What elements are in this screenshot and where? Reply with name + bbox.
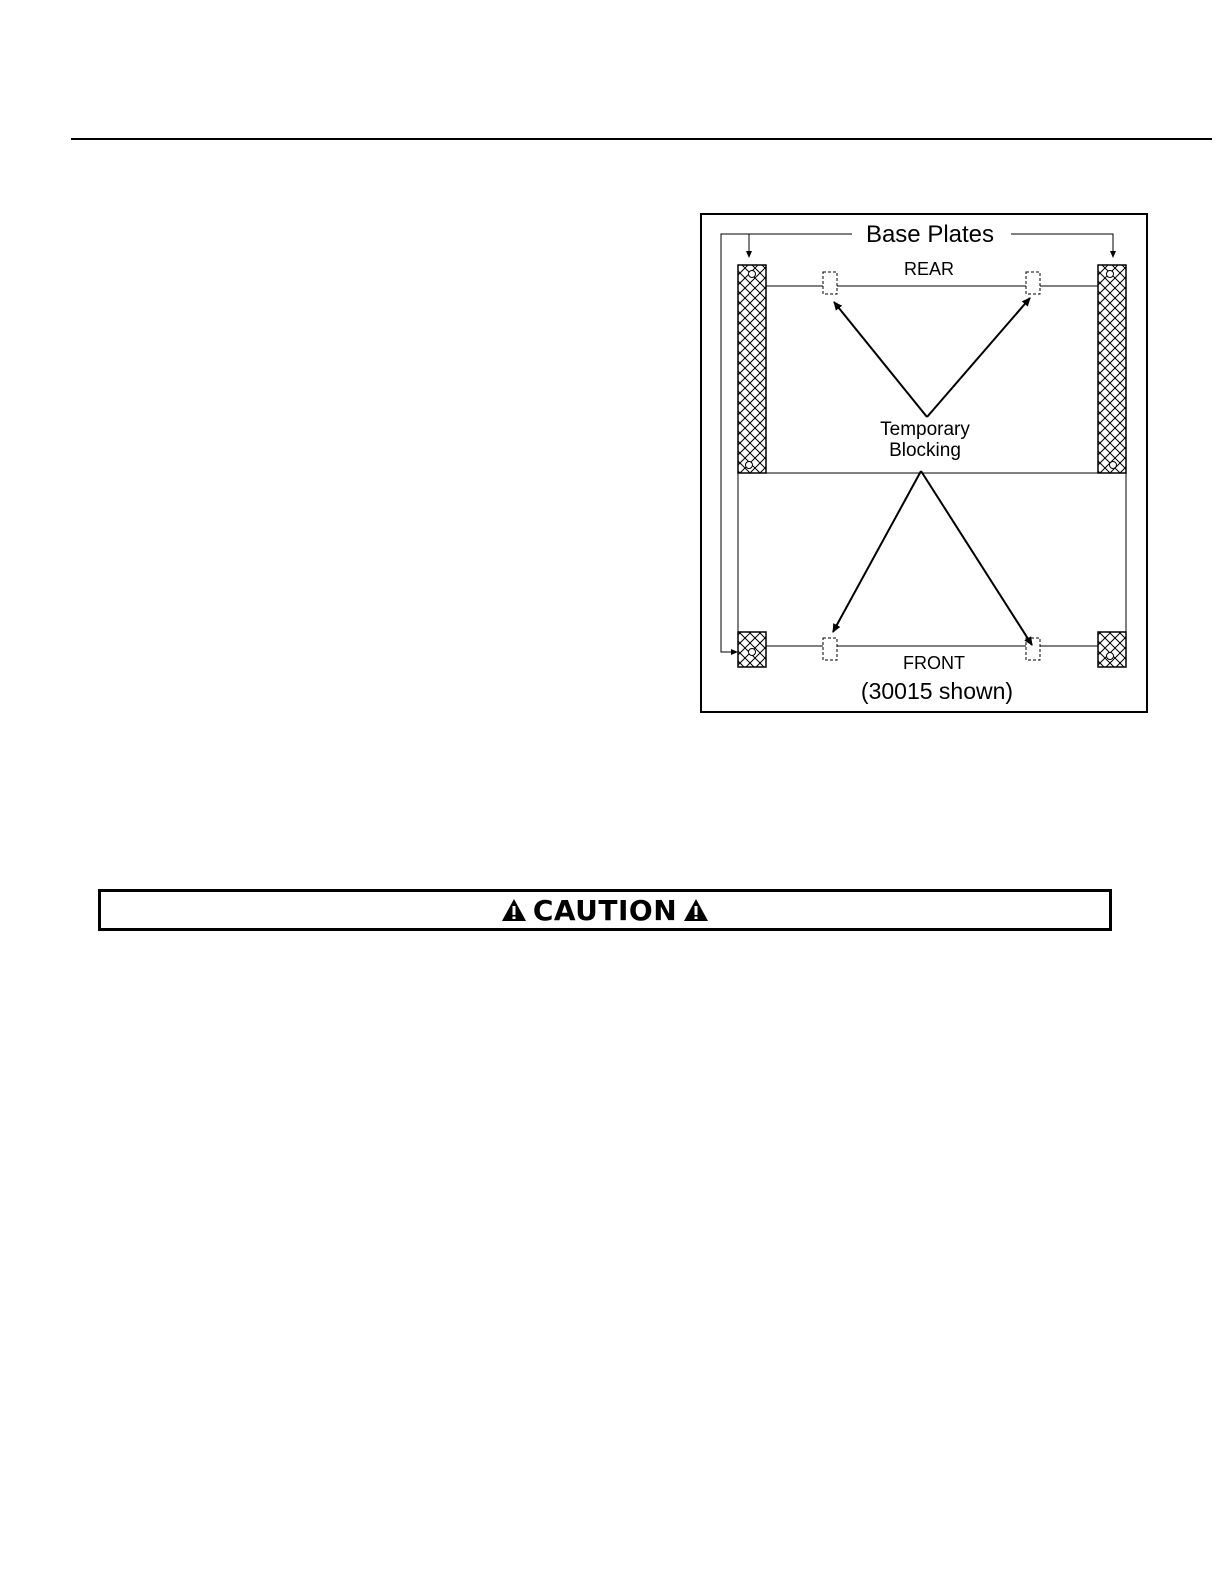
model-note-label: (30015 shown) [860,678,1014,704]
caution-heading [501,894,709,927]
rear-label: REAR [903,259,955,279]
front-left-base-plate [738,632,766,667]
front-right-base-plate [1098,632,1126,667]
warning-triangle-icon [683,898,709,922]
caution-text: CAUTION [532,893,678,927]
blocking-label: Blocking [889,440,961,461]
block-rear-left [823,272,837,294]
blocking-arrows [833,298,1032,645]
warning-triangle-icon [501,898,527,922]
rear-right-base-plate [1098,265,1126,473]
block-front-left [823,638,837,660]
caution-banner [98,889,1112,931]
temporary-label: Temporary [880,419,970,440]
header-rule [71,138,1212,140]
rear-left-base-plate [738,265,766,473]
block-rear-right [1026,272,1040,294]
base-plates-label: Base Plates [865,221,995,248]
lift-frame-outline [738,286,1126,646]
front-label: FRONT [903,653,965,673]
block-front-right [1026,638,1040,660]
base-plate-blocking-diagram [700,213,1148,713]
